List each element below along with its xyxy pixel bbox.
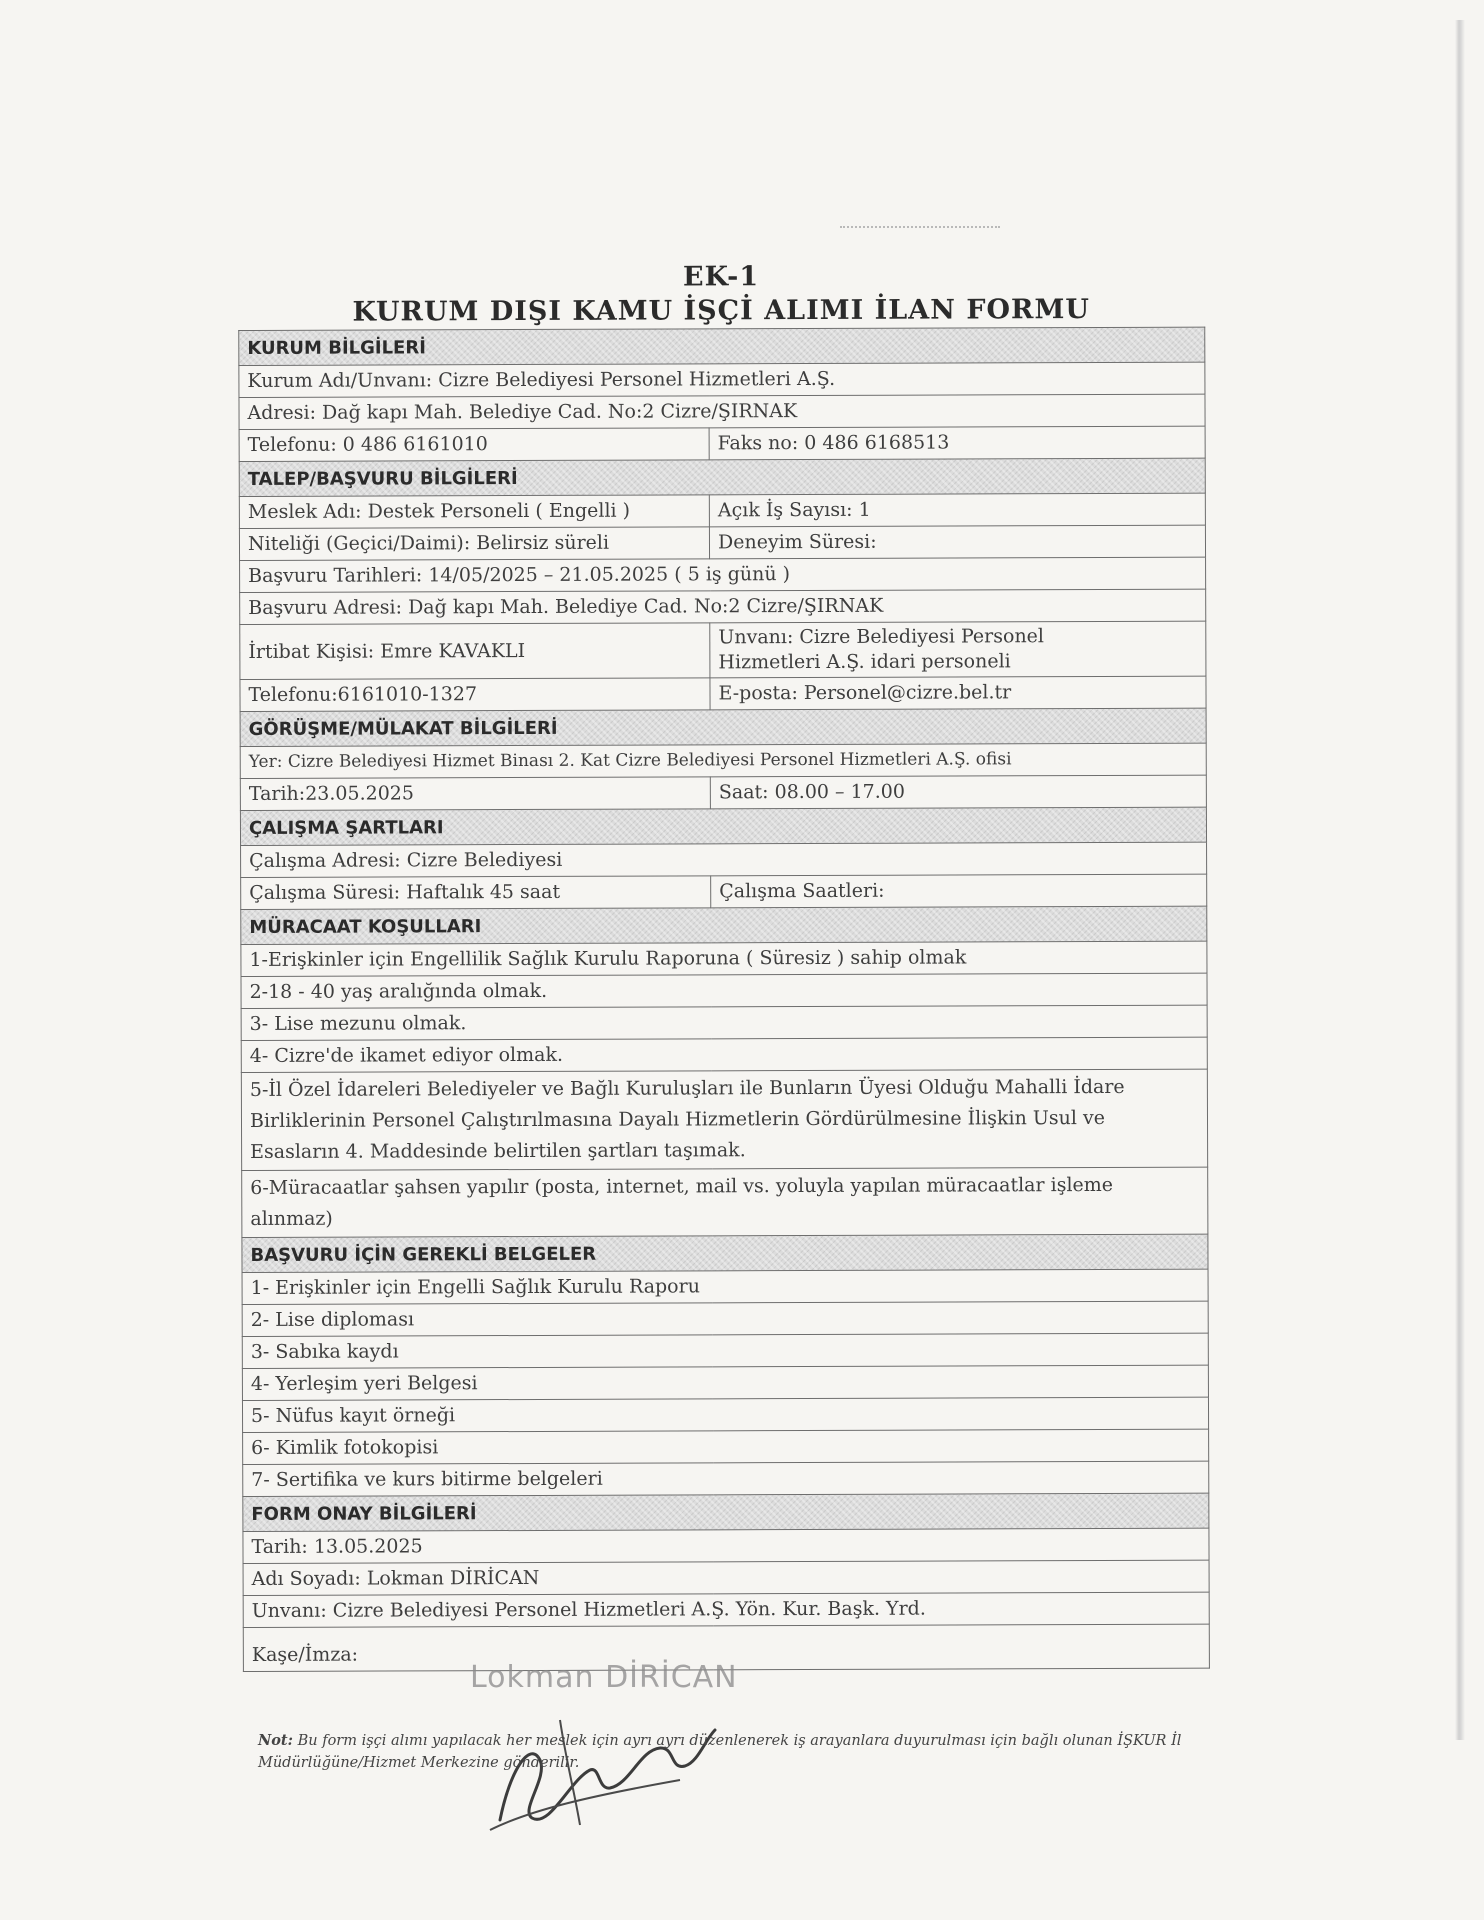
gorusme-saat: Saat: 08.00 – 17.00 [710, 775, 1206, 809]
section-onay: FORM ONAY BİLGİLERİ [243, 1493, 1209, 1531]
belge-item: 1- Erişkinler için Engelli Sağlık Kurulu Raporu [242, 1269, 1208, 1304]
onay-adi-soyadi: Adı Soyadı: Lokman DİRİCAN [243, 1560, 1209, 1595]
footnote-label: Not: [258, 1732, 293, 1749]
irtibat-unvani [710, 621, 1206, 678]
section-kurum: KURUM BİLGİLERİ [239, 327, 1205, 365]
irtibat-unvani-line-2: Hizmetleri A.Ş. idari personeli [718, 650, 1011, 674]
belge-item: 4- Yerleşim yeri Belgesi [242, 1365, 1208, 1400]
section-belgeler: BAŞVURU İÇİN GEREKLİ BELGELER [242, 1234, 1208, 1272]
section-talep: TALEP/BAŞVURU BİLGİLERİ [239, 458, 1205, 496]
muracaat-item: 4- Cizre'de ikamet ediyor olmak. [241, 1037, 1207, 1072]
muracaat-item: 2-18 - 40 yaş aralığında olmak. [241, 973, 1207, 1008]
irtibat-eposta: E-posta: Personel@cizre.bel.tr [710, 676, 1206, 710]
gorusme-yer: Yer: Cizre Belediyesi Hizmet Binası 2. Kat Cizre Belediyesi Personel Hizmetleri A.Ş. ofisi [240, 743, 1206, 778]
kurum-telefon: Telefonu: 0 486 6161010 [239, 428, 709, 462]
footnote-text: Bu form işçi alımı yapılacak her meslek için ayrı ayrı düzenlenerek iş arayanlara duyurulması için bağlı olunan İŞKUR İl Müdürlüğüne/Hizmet Merkezine gönderilir. [258, 1733, 1182, 1771]
muracaat-item: 6-Müracaatlar şahsen yapılır (posta, internet, mail vs. yoluyla yapılan müracaatlar işleme alınmaz) [242, 1167, 1208, 1237]
basvuru-adresi: Başvuru Adresi: Dağ kapı Mah. Belediye Cad. No:2 Cizre/ŞIRNAK [240, 589, 1206, 624]
meslek-adi: Meslek Adı: Destek Personeli ( Engelli ) [239, 495, 709, 529]
irtibat-telefonu: Telefonu:6161010-1327 [240, 678, 710, 712]
belge-item: 6- Kimlik fotokopisi [243, 1429, 1209, 1464]
calisma-saatleri: Çalışma Saatleri: [711, 874, 1207, 908]
muracaat-item: 3- Lise mezunu olmak. [241, 1005, 1207, 1040]
basvuru-tarihleri: Başvuru Tarihleri: 14/05/2025 – 21.05.2025 ( 5 iş günü ) [240, 557, 1206, 592]
acik-is-sayisi: Açık İş Sayısı: 1 [709, 493, 1205, 527]
form-title: KURUM DIŞI KAMU İŞÇİ ALIMI İLAN FORMU [352, 294, 1090, 328]
onay-unvan: Unvanı: Cizre Belediyesi Personel Hizmetleri A.Ş. Yön. Kur. Başk. Yrd. [243, 1592, 1209, 1627]
kurum-adres: Adresi: Dağ kapı Mah. Belediye Cad. No:2 Cizre/ŞIRNAK [239, 394, 1205, 429]
onay-tarih: Tarih: 13.05.2025 [243, 1528, 1209, 1563]
muracaat-item: 5-İl Özel İdareleri Belediyeler ve Bağlı Kuruluşları ile Bunların Üyesi Olduğu Mahalli İdare Birliklerinin Personel Çalıştırılmasına Dayalı Hizmetlerin Gördürülmesine İlişkin Usul ve Esasların 4. Maddesinde belirtilen şartları taşımak. [241, 1069, 1207, 1170]
belge-item: 2- Lise diploması [242, 1301, 1208, 1336]
form-document [238, 259, 1209, 1672]
irtibat-kisisi: İrtibat Kişisi: Emre KAVAKLI [240, 623, 710, 680]
annex-label: EK-1 [682, 261, 760, 293]
kurum-faks: Faks no: 0 486 6168513 [709, 426, 1205, 460]
footnote [258, 1730, 1218, 1774]
kase-imza: Kaşe/İmza: [243, 1624, 1209, 1671]
calisma-suresi: Çalışma Süresi: Haftalık 45 saat [241, 876, 711, 910]
belge-item: 7- Sertifika ve kurs bitirme belgeleri [243, 1461, 1209, 1496]
gorusme-tarih: Tarih:23.05.2025 [240, 777, 710, 811]
form-table [238, 327, 1210, 1672]
belge-item: 3- Sabıka kaydı [242, 1333, 1208, 1368]
scan-edge [1455, 20, 1465, 1740]
belge-item: 5- Nüfus kayıt örneği [242, 1397, 1208, 1432]
muracaat-item: 1-Erişkinler için Engellilik Sağlık Kurulu Raporuna ( Süresiz ) sahip olmak [241, 941, 1207, 976]
section-gorusme: GÖRÜŞME/MÜLAKAT BİLGİLERİ [240, 708, 1206, 746]
name-stamp: Lokman DİRİCAN [470, 1660, 738, 1695]
calisma-adresi: Çalışma Adresi: Cizre Belediyesi [241, 842, 1207, 877]
section-calisma: ÇALIŞMA ŞARTLARI [240, 807, 1206, 845]
irtibat-unvani-line-1: Unvanı: Cizre Belediyesi Personel [718, 625, 1045, 649]
scan-mark [840, 226, 1000, 230]
niteligi: Niteliği (Geçici/Daimi): Belirsiz süreli [239, 527, 709, 561]
kurum-adi: Kurum Adı/Unvanı: Cizre Belediyesi Personel Hizmetleri A.Ş. [239, 362, 1205, 397]
deneyim-suresi: Deneyim Süresi: [709, 525, 1205, 559]
section-muracaat: MÜRACAAT KOŞULLARI [241, 906, 1207, 944]
